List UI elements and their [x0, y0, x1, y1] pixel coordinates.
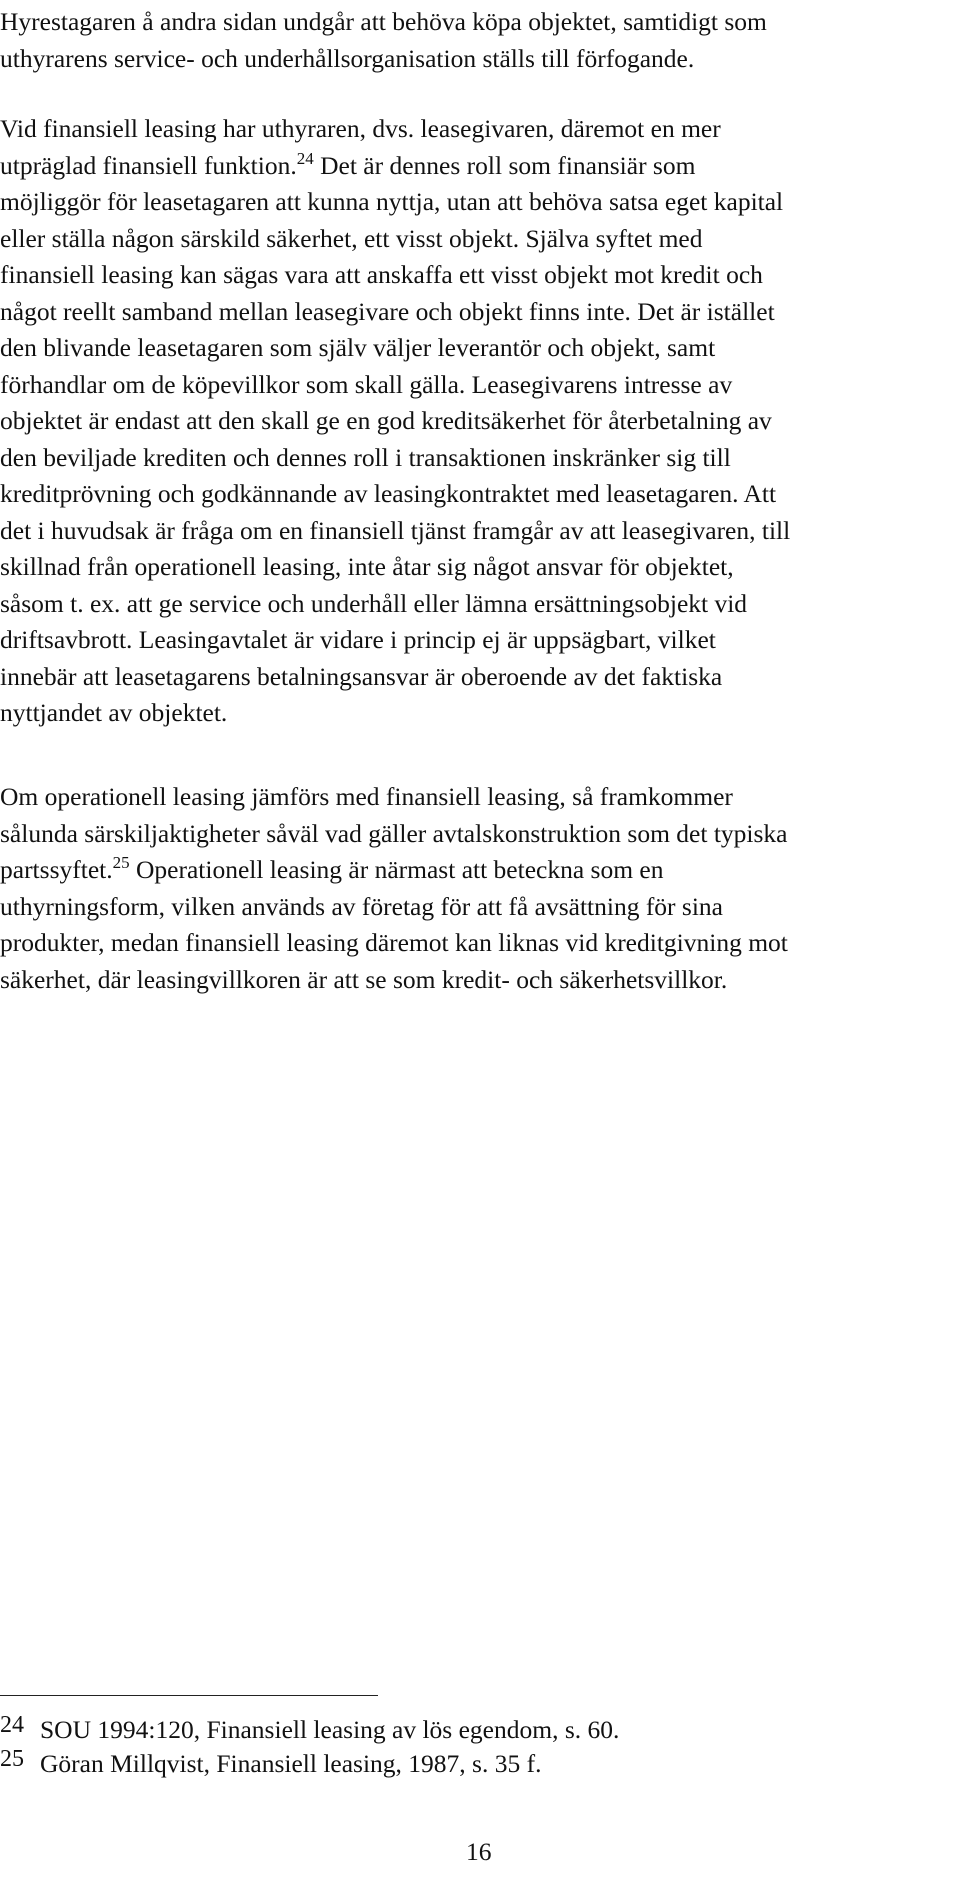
body-paragraph [0, 4, 958, 77]
text-fragment: utpräglad finansiell funktion. [0, 150, 297, 180]
text-line: kreditprövning och godkännande av leasingkontraktet med leasetagaren. Att [0, 479, 777, 508]
text-line: den blivande leasetagaren som själv väljer leverantör och objekt, samt [0, 333, 716, 362]
text-line: Vid finansiell leasing har uthyraren, dvs. leasegivaren, däremot en mer [0, 114, 721, 143]
text-line: Om operationell leasing jämförs med finansiell leasing, så framkommer [0, 782, 733, 811]
footnote-reference[interactable]: 25 [112, 853, 130, 872]
footnote-text: Göran Millqvist, Finansiell leasing, 1987, s. 35 f. [40, 1749, 542, 1778]
footnote-text: SOU 1994:120, Finansiell leasing av lös egendom, s. 60. [40, 1715, 620, 1744]
text-line: såsom t. ex. att ge service och underhåll eller lämna ersättningsobjekt vid [0, 588, 748, 618]
text-line: nyttjandet av objektet. [0, 698, 228, 727]
text-line: eller ställa någon särskild säkerhet, ett visst objekt. Själva syftet med [0, 223, 703, 253]
text-line: sålunda särskiljaktigheter såväl vad gäller avtalskonstruktion som det typiska [0, 818, 788, 848]
text-fragment: Operationell leasing är närmast att beteckna som en [129, 855, 664, 884]
text-line: det i huvudsak är fråga om en finansiell tjänst framgår av att leasegivaren, till [0, 515, 791, 545]
footnote [0, 1746, 960, 1783]
text-fragment: partssyftet. [0, 855, 113, 884]
footnote-divider [0, 1695, 378, 1696]
text-line: finansiell leasing kan sägas vara att anskaffa ett visst objekt mot kredit och [0, 260, 763, 289]
text-line: den beviljade krediten och dennes roll i transaktionen inskränker sig till [0, 442, 731, 472]
text-line: uthyrningsform, vilken används av företag för att få avsättning för sina [0, 891, 724, 921]
footnote-number: 25 [0, 1746, 24, 1772]
text-fragment: Det är dennes roll som finansiär som [313, 150, 696, 180]
page-number: 16 [466, 1837, 492, 1866]
body-paragraph [0, 111, 958, 732]
body-paragraph [0, 779, 958, 998]
text-line: skillnad från operationell leasing, inte åtar sig något ansvar för objektet, [0, 552, 734, 581]
text-line-with-footnote [0, 148, 958, 185]
footnote-reference[interactable]: 24 [296, 148, 314, 168]
text-line: innebär att leasetagarens betalningsansvar är oberoende av det faktiska [0, 661, 723, 691]
text-line: möjliggör för leasetagaren att kunna nyttja, utan att behöva satsa eget kapital [0, 187, 784, 216]
text-line: något reellt samband mellan leasegivare och objekt finns inte. Det är istället [0, 296, 775, 326]
text-line: Hyrestagaren å andra sidan undgår att behöva köpa objektet, samtidigt som [0, 7, 767, 36]
text-line: driftsavbrott. Leasingavtalet är vidare i princip ej är uppsägbart, vilket [0, 625, 716, 654]
text-line: produkter, medan finansiell leasing däremot kan liknas vid kreditgivning mot [0, 928, 788, 957]
text-line-with-footnote [0, 852, 958, 889]
footnote [0, 1712, 960, 1749]
text-line: objektet är endast att den skall ge en god kreditsäkerhet för återbetalning av [0, 406, 772, 435]
text-line: säkerhet, där leasingvillkoren är att se som kredit- och säkerhetsvillkor. [0, 964, 728, 994]
text-line: förhandlar om de köpevillkor som skall gälla. Leasegivarens intresse av [0, 369, 733, 399]
footnote-number: 24 [0, 1712, 24, 1738]
text-line: uthyrarens service- och underhållsorganisation ställs till förfogande. [0, 43, 695, 73]
